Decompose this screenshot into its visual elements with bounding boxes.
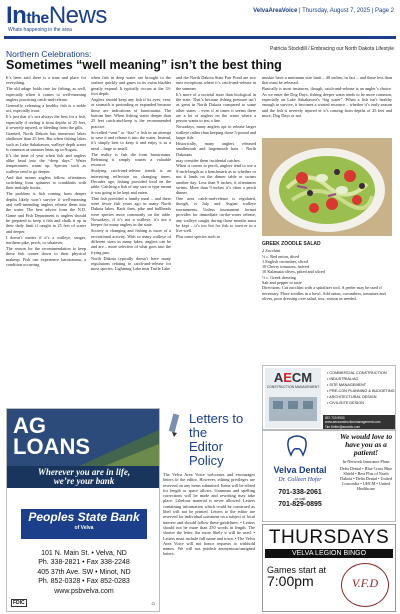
aecm-contact[interactable]: 857.719.9930 www.aecconstructionmanagement.com Tim.Keller@aecmllc.com (323, 415, 395, 430)
farm-field-image (7, 409, 160, 467)
peoples-state-bank-logo: Peoples State Bank of Velva (21, 509, 147, 539)
article-column-2: when fish in deep water are brought to the surface quickly and gases in its swim bladder greatly expand. It typically occurs at the 33-foot depth. Anglers should keep any fish if its eyes, vent, or stomach is protruding or expanded because those are indications of barotrauma. The bottom line: When fishing water deeper than 25 feet catch-and-keep is the recommended practice. So-called “vent” or “fizz” a fish in an attempt to save it and release it into the water. Instead, it’s simply best to keep it and enjoy it as a meal – large or small. The reality is fish die from barotrauma. Releasing it simply wastes a valuable resource. Studying catch-and-release trends is an interesting reflection on changing times. Decades ago, fishing provided food on the table. Catching a fish of any size or type meant it was going to be kept and eaten. That fish provided a family meal – and there were fewer fish years ago in many North Dakota lakes. Back then, pike and bullheads were species more commonly on the table. Nowadays, if it’s not a walleye, it’s not a keeper for many anglers in the state. Society is changing and fishing is more of a recreational activity. With so many walleye of different sizes in many lakes, anglers can be and are – more selective of what goes into the frying pan. North Dakota typically doesn’t have many regulations relating to catch-and-release for most species. Lightning Lake near Turtle Lake (91, 75, 172, 272)
byline: Patricia Stockdill / Embracing our North Dakota Lifestyle (270, 46, 394, 52)
letters-policy-box (163, 408, 255, 612)
article-headline: Sometimes “well meaning” isn’t the best thing (6, 58, 282, 72)
section-header (6, 44, 394, 59)
recipe-directions: Directions: Cut zucchini with a spiralizer tool. A peeler may be used if necessary. Place zoodles in a bowl. Add onion, cucumbers, tomatoes and olives, pour dressing over salad, toss, season as needed. (262, 285, 386, 301)
bingo-title: THURSDAYS (268, 527, 390, 548)
velva-dental-left (263, 431, 335, 522)
velva-dental-name: Velva Dental (273, 465, 327, 475)
aecm-logo-area (265, 368, 321, 428)
salad-image (262, 138, 392, 236)
aecm-services: • COMMERCIAL CONSTRUCTION • INDUSTRIAL/AG • SITE MANAGEMENT • PRE-CON PLANNING & BUDGETING • ARCHITECTURAL DESIGN • CIVIL/SITE DESIGN (327, 371, 395, 405)
ag-loans-slogan: Wherever you are in life, we’re your bank (7, 466, 160, 488)
section-title: Northern Celebrations: (6, 49, 92, 59)
bank-website-link[interactable]: www.psbvelva.com (54, 587, 114, 595)
pencil-icon (163, 412, 185, 438)
aecm-logo-subtitle: CONSTRUCTION MANAGEMENT (266, 385, 320, 389)
tagline: Whats happening in the area (8, 27, 72, 33)
letters-policy-title: Letters to the Editor Policy (189, 411, 244, 468)
recipe-box (262, 242, 392, 301)
velva-dental-right (337, 433, 395, 491)
recipe-line: 2 Zucchini (262, 248, 281, 254)
recipe-line: 10 Cherry tomatoes, halved (262, 264, 309, 270)
aecm-logo: AECM (273, 370, 313, 385)
equal-housing-icon: ⌂ (151, 601, 155, 607)
publication-info: VelvaAreaVoice | Thursday, August 7, 2025 | Page 2 (253, 8, 394, 14)
ag-loans-title: AG LOANS (13, 413, 90, 459)
insurance-title: In-Network Insurance Plans (342, 459, 390, 464)
legion-bingo-ad[interactable] (262, 524, 396, 612)
insurance-plans: Delta Dental • Blue Cross Blue Shield • Best Plus of North Dakota • Delta Dental • United Concordia • UHCM • United Healthcare (339, 466, 393, 491)
article-column-4: muskie have a minimum size limit – 48 inches, in fact – and these less than that must be released. Basically is most instances, though, catch-and-release is an angler’s choice. As we enter the Dog Days, fishing deeper water tends to be more common, especially on Lake Sakakawea’s “big water”. When a fish isn’t healthy enough to survive, it becomes a wasted resource – whether it’s early season and the fish is severely injured or it’s coming from depths of 25 feet and more, Dog Days or not. (262, 75, 392, 118)
recipe-line: Salt and pepper to taste (262, 280, 302, 286)
legion-logo: V.F.D (341, 563, 389, 607)
article-column-3: and the North Dakota State Fair Pond are two area exceptions where it’s catch-and-release in the summer. It’s more of a societal issue than biological in the state. That’s because fishing pressure isn’t as great in North Dakota compared to some other states – even if at times it seems there are a lot of anglers on the water where a person wants to test a line. Nowadays, many anglers opt to release larger walleye rather than keeping those 5-pound and larger fish. Historically, many anglers released smallmouth and largemouth bass - North Dakotans may consider them incidental catches. When it comes to perch, anglers tend to use a 9-inch-length as a benchmark as to whether or not it lands on the dinner table or swims another day. Less than 9 inches, it oftentimes swims. More than 9 inches it’s often a perch dinner. One area catch-and-release is regulated, though, is July and August walleye tournaments. Unless tournament format provides for immediate on-the-water release, any walleye caught during those months must be kept – it’s too hot for fish to survive in a live-well. Plus some species such as (176, 75, 256, 240)
ag-loans-banner-image (7, 409, 160, 487)
dental-welcome: We would love to have you as a patient! (339, 432, 393, 457)
fdic-logo: FDIC (13, 600, 25, 606)
aecm-construction-ad[interactable] (262, 365, 396, 430)
recipe-line: ½ c. Greek dressing (262, 274, 296, 280)
building-image (265, 389, 321, 423)
masthead-rule (4, 36, 396, 39)
letters-policy-body: The Velva Area Voice welcomes and encourages letters to the editor. However, editing privileges are reserved on any items submitted. Items will be edited for length or space allows. Grammar and spelling corrections will be made and rewriting may take place. Libelous material is never allowed. Letters containing information which could be construed as libel will not be printed. Letters to the editor are reserved for individual comment on a subject of local interest and should follow these guidelines: • Letters should not be more than 250 words in length. The shorter the letter, the more likely it will be used. • Letters must include full name and town. • The Velva Area Voice will not honor requests to withhold names. We will not publish anonymous/unsigned letters. (163, 472, 255, 557)
salad-photo (262, 138, 392, 236)
velva-dental-ad[interactable] (262, 430, 396, 522)
tooth-icon (285, 435, 309, 457)
article-column-1: It’s been said there is a time and place for everything. The old adage holds true for fishing, as well, especially when it comes to well-meaning anglers practicing catch-and-release. Generally, releasing a healthy fish is a noble act, especially trout. It’s just that it’s not always the best for a fish, especially if reeling it from depths of 25 feet, if severely injured, or bleeding from the gills. Granted, North Dakota has numerous lakes shallower than 25 feet. But when fishing lakes such as Lake Sakakawea, walleye depth water is common as summer heats up in August. It’s the time of year when fish and anglers alike head into the “deep days.” Water temperatures warm up. Species such as walleye tend to go deeper. And that means anglers follow, oftentimes switching from spinners to crankbaits with their multiple hooks. The problem is fish coming from deeper depths likely won’t survive if well-meaning and well-intending anglers release them into the water. The best advice from the N.D. Game and Fish Department is anglers should be prepared to keep a fish and chalk it up in their daily limit if caught in 25 feet of water and deeper. I doesn’t matter if it’s a walleye, sauger, northern pike, perch, or whatever. The reason for the recommendation to keep these fish comes down to their physical makeup. Fish can experience barotrauma, a condition occurring (6, 75, 86, 268)
recipe-title: GREEK ZOODLE SALAD (262, 241, 321, 247)
recipe-line: ½ c. Red onion, diced (262, 253, 300, 259)
bingo-time: Games start at 7:00pm (267, 565, 327, 589)
dental-phones[interactable]: 701-338-2061 or call 701-829-0895 (278, 489, 322, 508)
in-the-news-logo: IntheNews (6, 2, 107, 29)
masthead (0, 0, 400, 42)
dentist-name: Dr. Colleen Hofer (278, 477, 322, 483)
recipe-line: 1 English cucumber, sliced (262, 258, 308, 264)
bingo-subtitle: VELVA LEGION BINGO (265, 549, 393, 558)
bank-contact-info: 101 N. Main St. • Velva, ND Ph. 338-2821 • Fax 338-2248 405 37th Ave. SW • Minot, ND Ph. 852-0328 • Fax 852-0283 www.psbvelva.com (7, 549, 160, 596)
ag-loans-ad[interactable] (6, 408, 160, 612)
recipe-line: 10 Kalamata olives, pitted and sliced (262, 269, 325, 275)
